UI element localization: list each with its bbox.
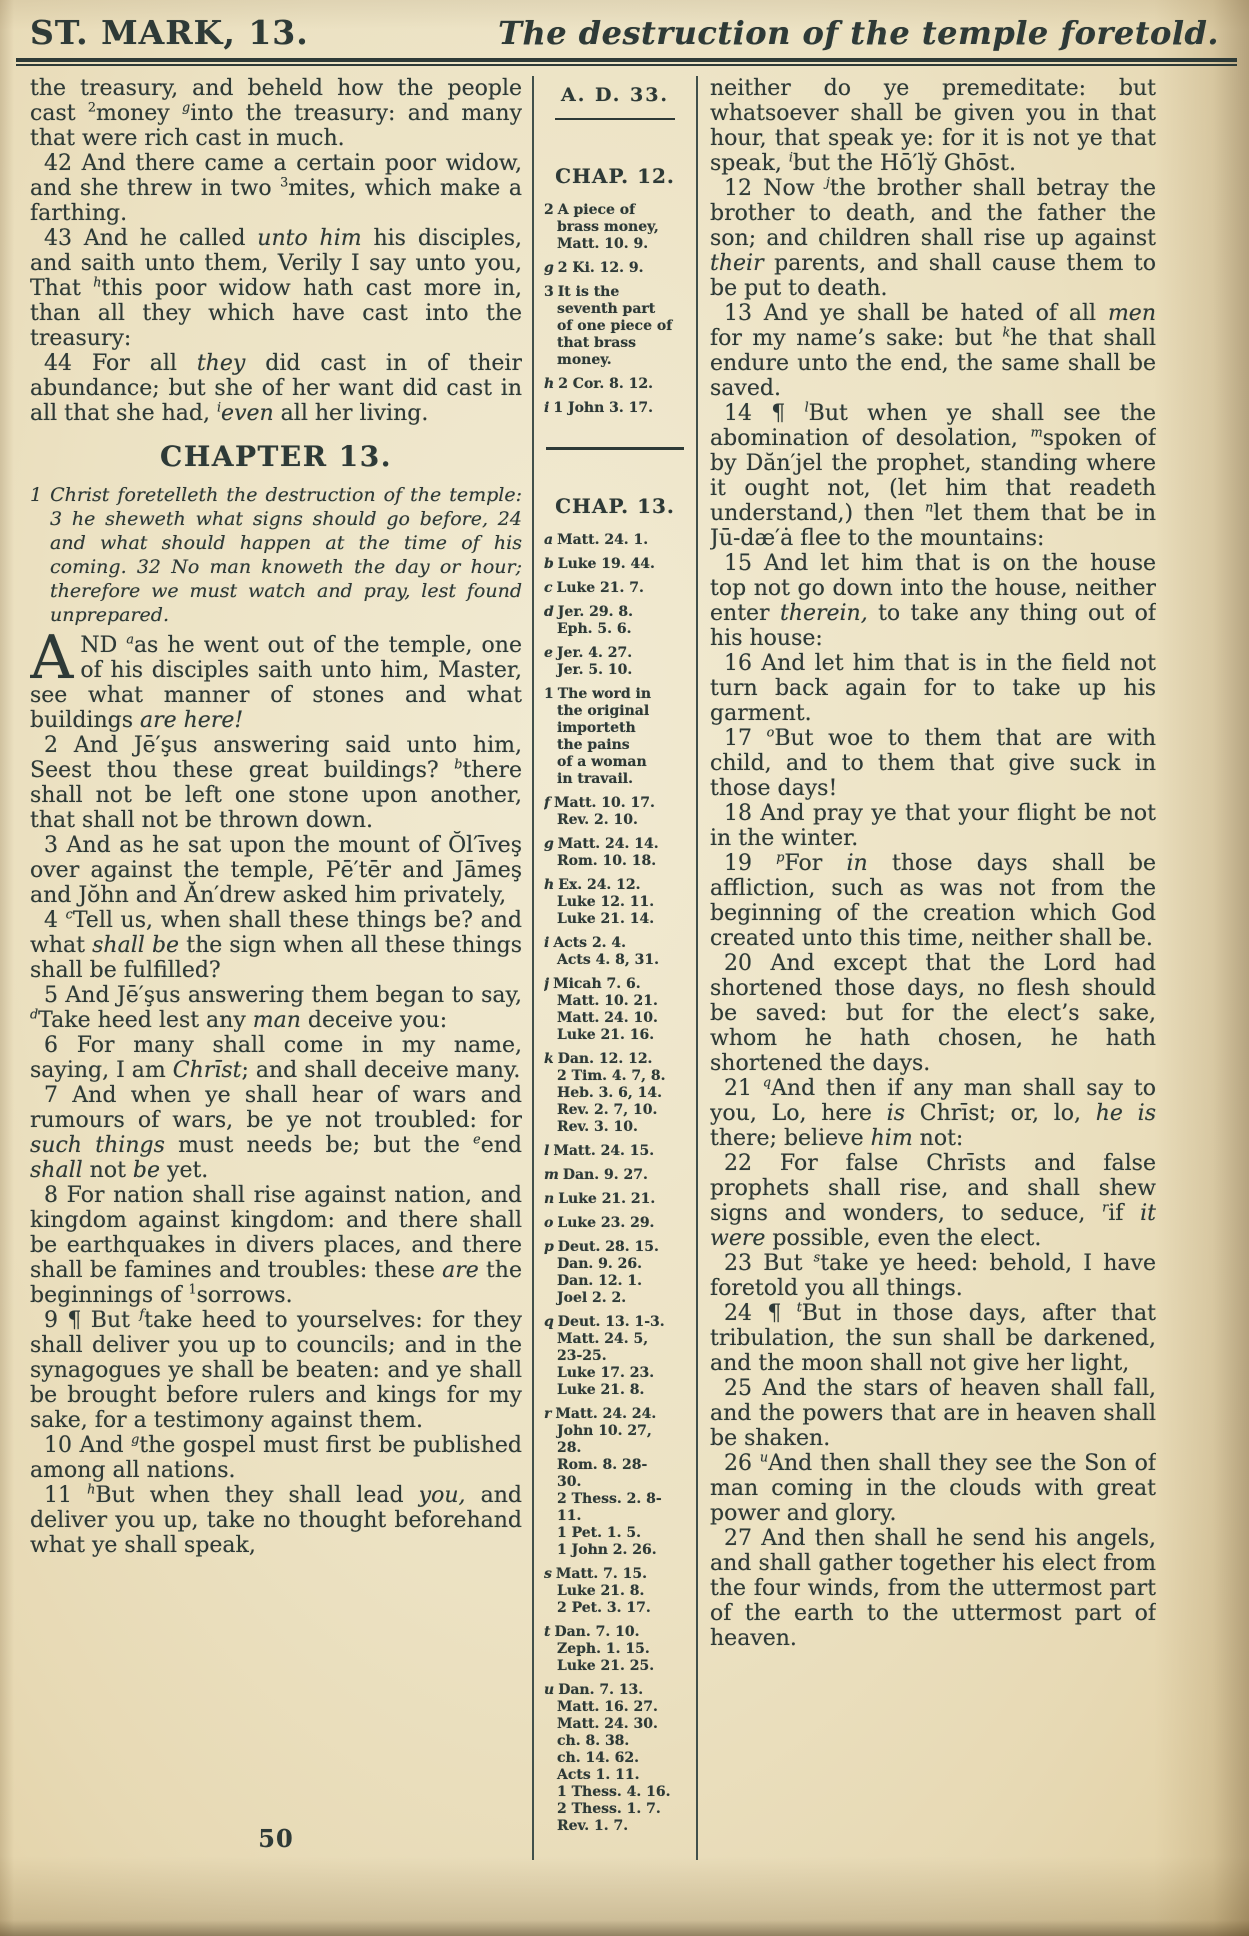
verse-paragraph: 43 And he called unto him his disciples, and saith unto them, Verily I say unto you, That $^h$this poor widow hath cast more in, than all they which have cast into the treasury: xyxy=(30,226,522,351)
cross-reference-note xyxy=(544,1191,686,1208)
running-head-summary: The destruction of the temple foretold. xyxy=(498,14,1219,52)
column-rule-left xyxy=(532,76,534,1860)
cross-reference-note xyxy=(544,532,686,549)
verse-ref-marker: o xyxy=(766,725,775,741)
note-marker: g xyxy=(544,260,554,276)
verse-ref-marker: e xyxy=(473,1132,481,1148)
verse-paragraph: 18 And pray ye that your flight be not in the winter. xyxy=(710,801,1156,851)
verse-ref-marker: g xyxy=(182,100,191,116)
verse-paragraph: 5 And Jē′şus answering them began to say, $^d$Take heed lest any man deceive you: xyxy=(30,983,522,1033)
verse-paragraph: 16 And let him that is in the field not turn back again for to take up his garment. xyxy=(710,651,1156,726)
note-text: Matt. 24. 24. John 10. 27, 28. Rom. 8. 28- 30. 2 Thess. 2. 8- 11. 1 Pet. 1. 5. 1 John 2. 26. xyxy=(555,1406,662,1558)
section-divider-rule xyxy=(546,447,684,450)
note-text: Matt. 24. 15. xyxy=(553,1143,655,1159)
note-marker: p xyxy=(544,1239,554,1255)
cross-reference-note xyxy=(544,1167,686,1184)
chapter-heading: CHAPTER 13. xyxy=(160,440,392,473)
verse-paragraph: 13 And ye shall be hated of all men for my name’s sake: but $^k$he that shall endure unto the end, the same shall be saved. xyxy=(710,301,1156,401)
verse-paragraph: 14 ¶ $^l$But when ye shall see the abomination of desolation, $^m$spoken of by Dăn′jel the prophet, standing where it ought not, (let him that readeth understand,) then $^n$let them that be in Jū-dæ′ȧ flee to the mountains: xyxy=(710,400,1156,551)
cross-reference-note xyxy=(544,795,686,829)
verse-ref-marker: j xyxy=(825,175,830,191)
date-rule xyxy=(555,118,674,120)
note-marker: r xyxy=(544,1406,552,1422)
note-marker: o xyxy=(544,1215,554,1231)
cross-reference-note xyxy=(544,1143,686,1160)
verse-paragraph: the treasury, and beheld how the people cast $^2$money $^g$into the treasury: and many that were rich cast in much. xyxy=(30,76,522,151)
verse-ref-marker: q xyxy=(762,1075,772,1091)
center-reference-column xyxy=(544,76,686,1860)
note-marker: l xyxy=(544,1143,550,1159)
verse-ref-marker: d xyxy=(30,1007,39,1023)
note-text: Matt. 24. 14. Rom. 10. 18. xyxy=(557,836,659,869)
verse-ref-marker: t xyxy=(796,1300,802,1316)
note-text: Luke 21. 21. xyxy=(558,1191,656,1207)
cross-reference-note xyxy=(544,935,686,969)
note-text: Ex. 24. 12. Luke 12. 11. Luke 21. 14. xyxy=(557,877,655,927)
chapter-reference-heading: CHAP. 13. xyxy=(555,494,675,518)
verse-ref-marker: u xyxy=(759,1450,769,1466)
note-marker: c xyxy=(544,580,553,596)
note-marker: b xyxy=(544,556,554,572)
chapter-reference-heading: CHAP. 12. xyxy=(555,164,675,188)
verse-paragraph: 17 $^o$But woe to them that are with child, and to them that give suck in those days! xyxy=(710,725,1156,801)
verse-paragraph: 12 Now $^j$the brother shall betray the brother to death, and the father the son; and children shall rise up against their parents, and shall cause them to be put to death. xyxy=(710,175,1156,301)
verse-paragraph: 15 And let him that is on the house top not go down into the house, neither enter therein, to take any thing out of his house: xyxy=(710,551,1156,651)
note-marker: a xyxy=(544,532,554,548)
note-text: A piece of brass money, Matt. 10. 9. xyxy=(557,202,659,252)
note-marker: n xyxy=(544,1191,555,1207)
page-number: 50 xyxy=(258,1824,294,1853)
verse-ref-marker: f xyxy=(139,1307,145,1323)
verse-paragraph: 4 $^c$Tell us, when shall these things be? and what shall be the sign when all these things shall be fulfilled? xyxy=(30,907,522,983)
note-marker: i xyxy=(544,935,550,951)
verse-ref-marker: r xyxy=(1102,1200,1109,1216)
note-text: 1 John 3. 17. xyxy=(553,400,653,416)
note-marker: i xyxy=(544,400,550,416)
note-text: The word in the original importeth the pains of a woman in travail. xyxy=(557,686,652,787)
note-text: Matt. 7. 15. Luke 21. 8. 2 Pet. 3. 17. xyxy=(555,1566,651,1616)
cross-reference-note xyxy=(544,1215,686,1232)
verse-paragraph: 26 $^u$And then shall they see the Son of man coming in the clouds with great power and glory. xyxy=(710,1450,1156,1526)
note-marker: m xyxy=(544,1167,559,1183)
verse-ref-marker: s xyxy=(813,1250,821,1266)
note-text: 2 Ki. 12. 9. xyxy=(557,260,644,276)
verse-paragraph: 23 But $^s$take ye heed: behold, I have foretold you all things. xyxy=(710,1250,1156,1301)
cross-reference-note xyxy=(544,1566,686,1617)
verse-ref-marker: a xyxy=(126,632,134,648)
verse-ref-marker: 3 xyxy=(280,175,289,191)
note-text: Deut. 28. 15. Dan. 9. 26. Dan. 12. 1. Joel 2. 2. xyxy=(557,1239,659,1306)
book-chapter-title: ST. MARK, 13. xyxy=(30,13,309,52)
verse-paragraph: 7 And when ye shall hear of wars and rumours of wars, be ye not troubled: for such things must needs be; but the $^e$end shall not be yet. xyxy=(30,1083,522,1183)
verse-paragraph: 19 $^p$For in those days shall be affliction, such as was not from the beginning of the creation which God created unto this time, neither shall be. xyxy=(710,850,1156,951)
note-marker: 3 xyxy=(544,284,554,300)
note-text: Jer. 29. 8. Eph. 5. 6. xyxy=(557,604,634,637)
date-label: A. D. 33. xyxy=(560,84,670,106)
cross-reference-note xyxy=(544,260,686,277)
verse-paragraph: 6 For many shall come in my name, saying, I am Chrīst; and shall deceive many. xyxy=(30,1033,522,1083)
cross-reference-note xyxy=(544,1624,686,1675)
reference-sections xyxy=(544,164,686,1835)
cross-reference-note xyxy=(544,1239,686,1307)
verse-paragraph: 2 And Jē′şus answering said unto him, Seest thou these great buildings? $^b$there shall not be left one stone upon another, that shall not be thrown down. xyxy=(30,733,522,833)
note-text: Matt. 24. 1. xyxy=(557,532,649,548)
verse-paragraph: 21 $^q$And then if any man shall say to you, Lo, here is Chrīst; or, lo, he is there; believe him not: xyxy=(710,1075,1156,1151)
cross-reference-note xyxy=(544,580,686,597)
verse-paragraph: 10 And $^g$the gospel must first be published among all nations. xyxy=(30,1432,522,1483)
note-marker: d xyxy=(544,604,554,620)
verse-ref-marker: l xyxy=(804,400,809,416)
verse-paragraph: AND $^a$as he went out of the temple, one of his disciples saith unto him, Master, see what manner of stones and what buildings are here! xyxy=(30,623,522,733)
cross-reference-note xyxy=(544,686,686,788)
note-marker: u xyxy=(544,1682,555,1698)
cross-reference-note xyxy=(544,604,686,638)
note-text: Jer. 4. 27. Jer. 5. 10. xyxy=(556,645,633,678)
left-column xyxy=(30,76,522,1860)
cross-reference-note xyxy=(544,1051,686,1136)
verse-ref-marker: k xyxy=(1002,325,1011,341)
note-marker: e xyxy=(544,645,553,661)
note-marker: g xyxy=(544,836,554,852)
note-marker: h xyxy=(544,877,555,893)
verse-paragraph: 25 And the stars of heaven shall fall, and the powers that are in heaven shall be shaken. xyxy=(710,1376,1156,1451)
header-rule xyxy=(16,58,1237,66)
cross-reference-note xyxy=(544,645,686,679)
chapter-summary: 1 Christ foretelleth the destruction of the temple: 3 he sheweth what signs should go before, 24 and what should happen at the time of his coming. 32 No man knoweth the day or hour; therefore we must watch and pray, lest found unprepared. xyxy=(30,484,522,626)
verse-ref-marker: g xyxy=(131,1432,140,1448)
note-text: Luke 23. 29. xyxy=(557,1215,655,1231)
cross-reference-note xyxy=(544,284,686,369)
cross-reference-note xyxy=(544,976,686,1044)
verse-paragraph: 42 And there came a certain poor widow, and she threw in two $^3$mites, which make a farthing. xyxy=(30,151,522,226)
note-text: Dan. 7. 10. Zeph. 1. 15. Luke 21. 25. xyxy=(554,1624,655,1674)
verse-paragraph: 8 For nation shall rise against nation, and kingdom against kingdom: and there shall be earthquakes in divers places, and there shall be famines and troubles: these are the beginnings of $^1$sorrows. xyxy=(30,1183,522,1308)
note-text: Luke 19. 44. xyxy=(557,556,655,572)
note-marker: j xyxy=(544,976,550,992)
note-marker: s xyxy=(544,1566,552,1582)
note-marker: f xyxy=(544,795,551,811)
note-marker: k xyxy=(544,1051,554,1067)
verse-paragraph: 11 $^h$But when they shall lead you, and deliver you up, take no thought beforehand what ye shall speak, xyxy=(30,1482,522,1558)
note-text: Dan. 7. 13. Matt. 16. 27. Matt. 24. 30. ch. 8. 38. ch. 14. 62. Acts 1. 11. 1 Thess. 4. 16. 2 Thess. 1. 7. Rev. 1. 7. xyxy=(557,1682,671,1834)
verse-ref-marker: h xyxy=(87,1482,96,1498)
cross-reference-note xyxy=(544,400,686,417)
cross-reference-note xyxy=(544,376,686,393)
cross-reference-note xyxy=(544,1682,686,1835)
verse-ref-marker: i xyxy=(216,400,222,416)
note-marker: h xyxy=(544,376,555,392)
note-text: Dan. 12. 12. 2 Tim. 4. 7, 8. Heb. 3. 6, 14. Rev. 2. 7, 10. Rev. 3. 10. xyxy=(557,1051,666,1135)
note-marker: 1 xyxy=(544,686,554,702)
note-marker: q xyxy=(544,1314,554,1330)
cross-reference-note xyxy=(544,1314,686,1399)
verse-paragraph: 44 For all they did cast in of their abundance; but she of her want did cast in all that she had, $^i$even all her living. xyxy=(30,351,522,426)
verse-paragraph: 3 And as he sat upon the mount of Ŏl′īveş over against the temple, Pē′tēr and Jāmeş and Jŏhn and Ăn′drew asked him privately, xyxy=(30,833,522,908)
verse-ref-marker: p xyxy=(776,850,785,866)
note-text: It is the seventh part of one piece of that brass money. xyxy=(557,284,673,368)
verse-paragraph: 9 ¶ But $^f$take heed to yourselves: for they shall deliver you up to councils; and in the synagogues ye shall be beaten: and ye shall be brought before rulers and kings for my sake, for a testimony against them. xyxy=(30,1307,522,1433)
cross-reference-note xyxy=(544,556,686,573)
verse-ref-marker: c xyxy=(65,907,73,923)
page-header xyxy=(0,0,1249,52)
note-text: Matt. 10. 17. Rev. 2. 10. xyxy=(554,795,655,828)
verse-ref-marker: h xyxy=(93,275,102,291)
cross-reference-note xyxy=(544,1406,686,1559)
verse-ref-marker: i xyxy=(788,150,793,166)
right-column xyxy=(710,76,1156,1860)
note-marker: t xyxy=(544,1624,551,1640)
page-content xyxy=(0,66,1249,1860)
verse-paragraph: 20 And except that the Lord had shortened those days, no flesh should be saved: but for the elect’s sake, whom he hath chosen, he hath shortened the days. xyxy=(710,951,1156,1076)
verse-ref-marker: 2 xyxy=(87,100,96,116)
verse-paragraph: 22 For false Chrīsts and false prophets shall rise, and shall shew signs and wonders, to seduce, $^r$if it were possible, even the elect. xyxy=(710,1151,1156,1251)
note-text: Deut. 13. 1-3. Matt. 24. 5, 23-25. Luke 17. 23. Luke 21. 8. xyxy=(557,1314,665,1398)
verse-paragraph: neither do ye premeditate: but whatsoever shall be given you in that hour, that speak ye: for it is not ye that speak, $^i$but the Hō′ly̆ Ghōst. xyxy=(710,76,1156,176)
column-rule-right xyxy=(696,76,698,1860)
drop-cap: A xyxy=(30,623,74,693)
note-text: Acts 2. 4. Acts 4. 8, 31. xyxy=(553,935,659,968)
verse-paragraph: 24 ¶ $^t$But in those days, after that tribulation, the sun shall be darkened, and the moon shall not give her light, xyxy=(710,1300,1156,1376)
verse-ref-marker: b xyxy=(454,757,463,773)
verse-ref-marker: 1 xyxy=(188,1282,197,1298)
cross-reference-note xyxy=(544,202,686,253)
note-marker: 2 xyxy=(544,202,554,218)
note-text: Luke 21. 7. xyxy=(556,580,644,596)
note-text: Micah 7. 6. Matt. 10. 21. Matt. 24. 10. Luke 21. 16. xyxy=(553,976,658,1043)
verse-ref-marker: n xyxy=(925,500,934,516)
verse-ref-marker: m xyxy=(1030,425,1043,441)
note-text: 2 Cor. 8. 12. xyxy=(558,376,653,392)
note-text: Dan. 9. 27. xyxy=(562,1167,648,1183)
cross-reference-note xyxy=(544,877,686,928)
cross-reference-note xyxy=(544,836,686,870)
verse-paragraph: 27 And then shall he send his angels, and shall gather together his elect from the four winds, from the uttermost part of the earth to the uttermost part of heaven. xyxy=(710,1526,1156,1651)
